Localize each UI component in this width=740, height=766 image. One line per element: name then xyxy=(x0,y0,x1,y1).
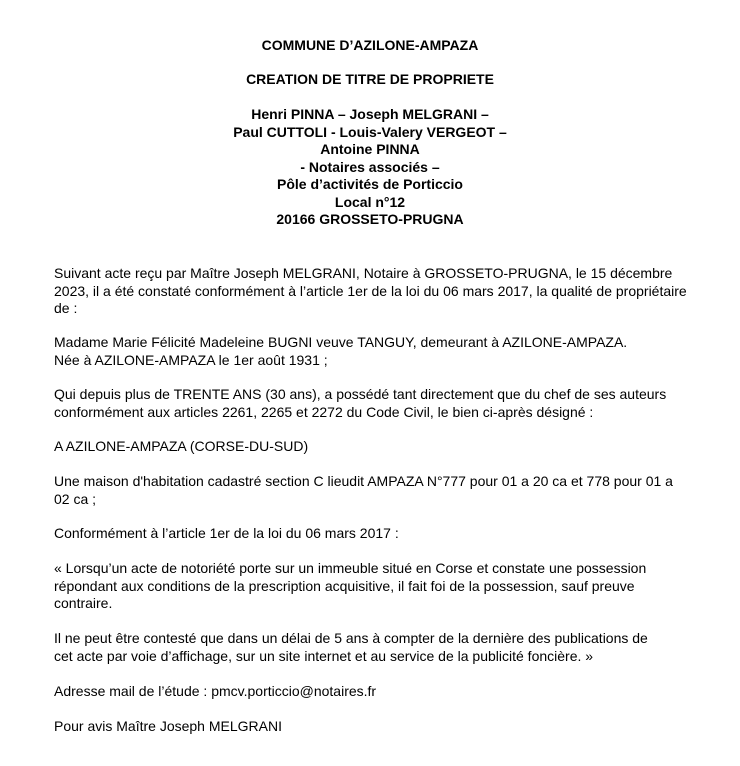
text-line: Née à AZILONE-AMPAZA le 1er août 1931 ; xyxy=(54,351,328,368)
header-title-block xyxy=(0,71,740,89)
quote-paragraph-2 xyxy=(54,630,704,665)
text-line: Il ne peut être contesté que dans un délai de 5 ans à compter de la dernière des publications de xyxy=(54,630,648,646)
location-paragraph xyxy=(54,438,704,456)
notaires-line: Local n°12 xyxy=(334,193,406,210)
text-line: Conformément à l’article 1er de la loi du 06 mars 2017 : xyxy=(54,525,399,541)
notaires-line: 20166 GROSSETO-PRUGNA xyxy=(276,211,464,227)
text-line: Suivant acte reçu par Maître Joseph MELGRANI, Notaire à GROSSETO-PRUGNA, le 15 décembre xyxy=(54,265,673,281)
signature-line: Pour avis Maître Joseph MELGRANI xyxy=(54,718,282,734)
notaires-line: Paul CUTTOLI - Louis-Valery VERGEOT – xyxy=(233,123,507,140)
text-line: Une maison d'habitation cadastré section C lieudit AMPAZA N°777 pour 01 a 20 ca et 778 pour 01 a xyxy=(54,473,673,489)
text-line: « Lorsqu’un acte de notoriété porte sur un immeuble situé en Corse et constate une possession xyxy=(54,560,647,576)
possession-paragraph xyxy=(54,386,704,421)
notaires-line: Pôle d’activités de Porticcio xyxy=(277,176,463,192)
text-line: de : xyxy=(54,300,78,316)
notaires-line: Antoine PINNA xyxy=(320,141,420,157)
header-commune xyxy=(0,37,740,55)
document-title: CREATION DE TITRE DE PROPRIETE xyxy=(246,71,494,87)
email-line: Adresse mail de l’étude : pmcv.porticcio@notaires.fr xyxy=(54,683,377,699)
text-line: Madame Marie Félicité Madeleine BUGNI veuve TANGUY, demeurant à AZILONE-AMPAZA. xyxy=(54,334,628,350)
text-line: A AZILONE-AMPAZA (CORSE-DU-SUD) xyxy=(54,438,309,454)
notaires-block xyxy=(0,106,740,229)
text-line: Qui depuis plus de TRENTE ANS (30 ans), a possédé tant directement que du chef de ses auteurs xyxy=(54,386,667,402)
notaires-line: Henri PINNA – Joseph MELGRANI – xyxy=(251,106,489,122)
email-paragraph xyxy=(54,683,704,701)
owner-paragraph xyxy=(54,334,704,369)
text-line: répondant aux conditions de la prescription acquisitive, il fait foi de la possession, sauf preuve xyxy=(54,577,635,594)
text-line: cet acte par voie d’affichage, sur un site internet et au service de la publicité foncière. » xyxy=(54,647,594,664)
text-line: 2023, il a été constaté conformément à l’article 1er de la loi du 06 mars 2017, la qualité de propriétaire xyxy=(54,282,687,299)
property-paragraph xyxy=(54,473,704,508)
intro-paragraph xyxy=(54,265,704,318)
text-line: 02 ca ; xyxy=(54,490,97,507)
text-line: contraire. xyxy=(54,595,113,611)
quote-paragraph-1 xyxy=(54,560,704,613)
text-line: conformément aux articles 2261, 2265 et 2272 du Code Civil, le bien ci-après désigné : xyxy=(54,403,594,420)
conformity-paragraph xyxy=(54,525,704,543)
signature-paragraph xyxy=(54,718,704,736)
notaires-line: - Notaires associés – xyxy=(300,158,440,175)
commune-title: COMMUNE D’AZILONE-AMPAZA xyxy=(261,37,479,53)
